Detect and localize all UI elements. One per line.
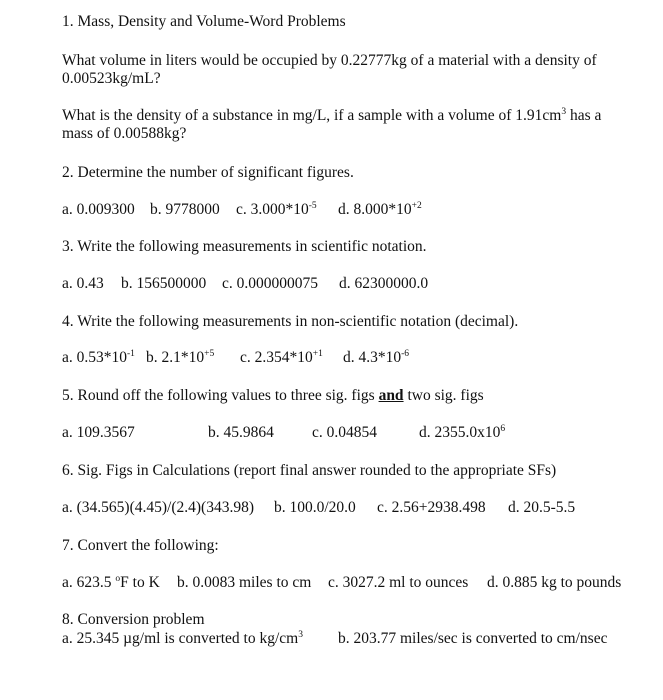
section-8-heading: 8. Conversion problem (62, 611, 205, 628)
q2-text-line-1 (62, 106, 601, 126)
s4-item-d-exp: -6 (401, 349, 410, 359)
s4-item-b (146, 348, 240, 368)
s8-item-a (62, 629, 338, 649)
section-2-items (62, 200, 422, 220)
s5-heading-tail: two sig. figs (403, 387, 484, 404)
section-1-heading: 1. Mass, Density and Volume-Word Problems (62, 13, 346, 30)
s5-item-d-exp: 6 (500, 424, 506, 434)
s6-item-d: d. 20.5-5.5 (508, 499, 576, 516)
cubic-exponent: 3 (561, 107, 567, 117)
s5-item-d-base: d. 2355.0x10 (419, 424, 501, 441)
s4-item-c-exp: +1 (312, 349, 323, 359)
s5-heading-main: 5. Round off the following values to three sig. figs (62, 387, 379, 404)
s8-item-b: b. 203.77 miles/sec is converted to cm/nsec (338, 630, 608, 647)
section-6-items (62, 498, 575, 518)
s4-item-a-base: a. 0.53*10 (62, 349, 128, 366)
section-4-heading: 4. Write the following measurements in non-scientific notation (decimal). (62, 313, 519, 330)
section-5-heading (62, 386, 484, 406)
s3-item-d: d. 62300000.0 (339, 275, 429, 292)
q2-text-tail: has a (566, 107, 602, 124)
s5-item-d (419, 423, 505, 443)
s2-item-c (236, 200, 338, 220)
s2-item-c-base: c. 3.000*10 (236, 201, 309, 218)
s3-item-b: b. 156500000 (121, 275, 207, 292)
s3-item-c: c. 0.000000075 (222, 275, 319, 292)
s2-item-c-exp: -5 (308, 201, 317, 211)
section-4-items (62, 348, 409, 368)
section-7-heading: 7. Convert the following: (62, 537, 219, 554)
s7-item-b: b. 0.0083 miles to cm (177, 574, 312, 591)
s5-heading-emphasis: and (378, 387, 404, 404)
q1-text-line-1: What volume in liters would be occupied by 0.22777kg of a material with a density of (62, 52, 597, 69)
s5-item-a: a. 109.3567 (62, 424, 135, 441)
s2-item-d (338, 200, 422, 220)
s2-item-a: a. 0.009300 (62, 201, 135, 218)
section-7-items (62, 573, 621, 593)
section-3-items (62, 274, 428, 294)
s6-item-b: b. 100.0/20.0 (274, 499, 356, 516)
section-2-heading: 2. Determine the number of significant figures. (62, 164, 354, 181)
s5-item-b: b. 45.9864 (208, 424, 274, 441)
q2-text-line-2: mass of 0.00588kg? (62, 125, 187, 142)
q2-text-main: What is the density of a substance in mg/L, if a sample with a volume of 1.91cm (62, 107, 562, 124)
section-8-items (62, 629, 607, 649)
s4-item-c-base: c. 2.354*10 (240, 349, 313, 366)
s4-item-b-exp: +5 (204, 349, 215, 359)
s4-item-a-exp: -1 (127, 349, 135, 359)
section-5-items (62, 423, 505, 443)
section-3-heading: 3. Write the following measurements in scientific notation. (62, 238, 427, 255)
s2-item-b: b. 9778000 (150, 201, 220, 218)
s7-item-c: c. 3027.2 ml to ounces (328, 574, 469, 591)
s2-item-d-base: d. 8.000*10 (338, 201, 412, 218)
s8-item-a-base: a. 25.345 µg/ml is converted to kg/cm (62, 630, 299, 647)
s7-item-a-tail: F to K (120, 574, 160, 591)
s4-item-b-base: b. 2.1*10 (146, 349, 205, 366)
s2-item-d-exp: +2 (411, 201, 422, 211)
s7-item-a (62, 573, 177, 593)
section-6-heading: 6. Sig. Figs in Calculations (report final answer rounded to the appropriate SFs) (62, 462, 557, 479)
s4-item-a (62, 348, 146, 368)
s5-item-c: c. 0.04854 (312, 424, 378, 441)
s6-item-c: c. 2.56+2938.498 (377, 499, 486, 516)
s4-item-c (240, 348, 343, 368)
s8-item-a-exp: 3 (298, 630, 303, 640)
degree-symbol: o (115, 574, 121, 584)
s3-item-a: a. 0.43 (62, 275, 104, 292)
s4-item-d (343, 348, 409, 368)
q1-text-line-2: 0.00523kg/mL? (62, 70, 161, 87)
s6-item-a: a. (34.565)(4.45)/(2.4)(343.98) (62, 499, 254, 516)
s7-item-a-base: a. 623.5 (62, 574, 116, 591)
s4-item-d-base: d. 4.3*10 (343, 349, 402, 366)
s7-item-d: d. 0.885 kg to pounds (487, 574, 622, 591)
